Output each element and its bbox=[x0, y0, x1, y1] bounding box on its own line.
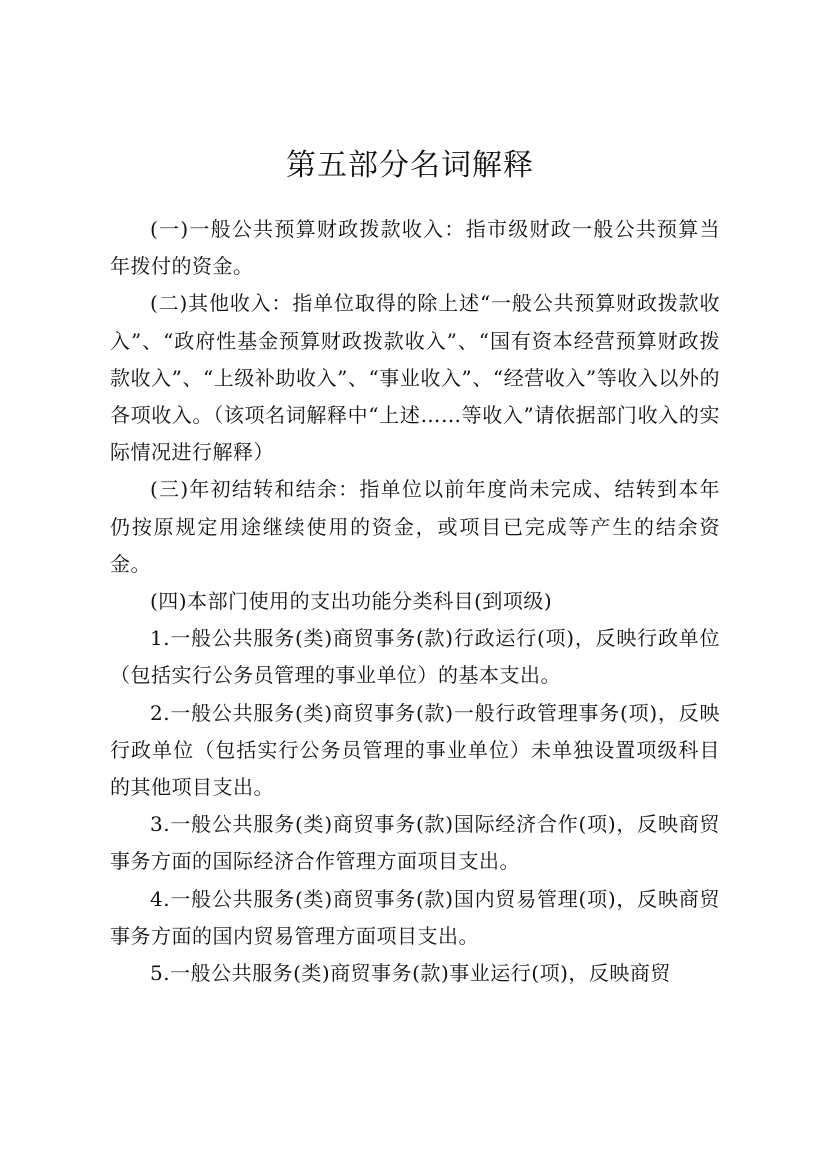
document-body bbox=[110, 211, 720, 992]
paragraph-carryover-balance: (三)年初结转和结余：指单位以前年度尚未完成、结转到本年仍按原规定用途继续使用的资金，或项目已完成等产生的结余资金。 bbox=[110, 477, 720, 576]
paragraph-item-5: 5.一般公共服务(类)商贸事务(款)事业运行(项)，反映商贸 bbox=[150, 961, 671, 986]
paragraph-general-budget-income: (一)一般公共预算财政拨款收入：指市级财政一般公共预算当年拨付的资金。 bbox=[110, 217, 720, 279]
paragraph-item-4: 4.一般公共服务(类)商贸事务(款)国内贸易管理(项)，反映商贸事务方面的国内贸易管理方面项目支出。 bbox=[110, 886, 720, 948]
paragraph-item-2: 2.一般公共服务(类)商贸事务(款)一般行政管理事务(项)，反映行政单位（包括实行公务员管理的事业单位）未单独设置项级科目的其他项目支出。 bbox=[110, 700, 720, 800]
paragraph-other-income: (二)其他收入：指单位取得的除上述“一般公共预算财政拨款收入”、“政府性基金预算财政拨款收入”、“国有资本经营预算财政拨款收入”、“上级补助收入”、“事业收入”、“经营收入”等收入以外的各项收入。（该项名词解释中“上述……等收入”请依据部门收入的实际情况进行解释） bbox=[110, 291, 720, 465]
paragraph-expenditure-categories-heading: (四)本部门使用的支出功能分类科目(到项级) bbox=[150, 589, 553, 614]
paragraph-item-1: 1.一般公共服务(类)商贸事务(款)行政运行(项)，反映行政单位（包括实行公务员管理的事业单位）的基本支出。 bbox=[110, 626, 720, 688]
paragraph-item-3: 3.一般公共服务(类)商贸事务(款)国际经济合作(项)，反映商贸事务方面的国际经济合作管理方面项目支出。 bbox=[110, 812, 720, 874]
page-title: 第五部分名词解释 bbox=[286, 148, 534, 183]
